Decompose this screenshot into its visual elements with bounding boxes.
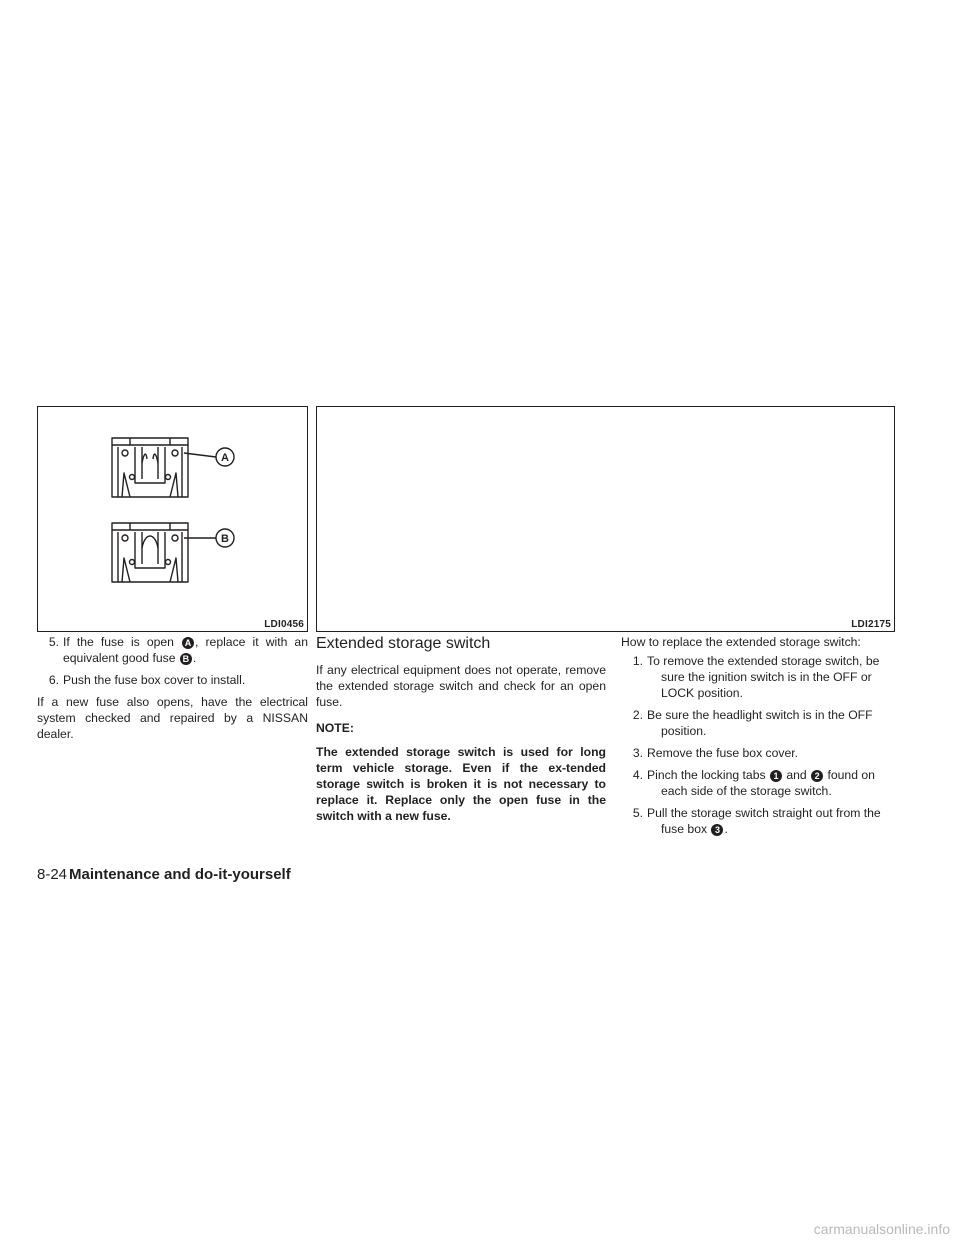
blown-fuse-drawing [112,438,188,497]
step-number: 6. [48,673,59,687]
step-text: . [724,822,728,836]
page-number: 8-24 [37,866,68,883]
step-text: Remove the fuse box cover. [647,746,799,760]
step-text: found on each side of the storage switch. [661,768,875,798]
step-text: . [192,651,197,665]
marker-a-icon: A [182,637,194,649]
middle-column [316,634,606,824]
marker-1-icon: 1 [770,770,782,782]
step-number: 2. [632,708,643,722]
step-2 [621,707,895,739]
step-text: If the fuse is open [63,635,174,649]
step-text: Pinch the locking tabs [647,768,766,782]
step-number: 3. [632,746,643,760]
callout-a: A [221,452,229,464]
note-label: NOTE: [316,721,354,735]
note-text: The extended storage switch is used for long term vehicle storage. Even if the ex-tended storage switch is broken it is not necessary to replace it. Replace only the open fuse in the switch with a new fuse. [316,745,606,823]
figure-code: LDI0456 [264,619,304,630]
body-paragraph: If a new fuse also opens, have the electrical system checked and repaired by a NISSAN dealer. [37,695,308,741]
storage-switch-figure [316,406,895,632]
step-5 [621,805,895,837]
step-number: 5. [632,806,643,820]
marker-2-icon: 2 [811,770,823,782]
step-text: Be sure the headlight switch is in the OFF position. [647,708,873,738]
step-number: 1. [632,654,643,668]
good-fuse-drawing [112,523,188,582]
step-text: To remove the extended storage switch, be sure the ignition switch is in the OFF or LOCK position. [647,654,880,700]
step-text: Push the fuse box cover to install. [63,673,246,687]
callout-b: B [221,533,229,545]
section-heading: Extended storage switch [316,635,491,652]
right-column [621,634,895,843]
step-1 [621,653,895,701]
step-4 [621,767,895,799]
step-text: , replace it with an equivalent good fuse [63,635,308,665]
step-3 [621,745,895,761]
step-text: Pull the storage switch straight out from the fuse box [647,806,881,836]
chapter-title: Maintenance and do-it-yourself [69,866,291,883]
body-paragraph: If any electrical equipment does not operate, remove the extended storage switch and check for an open fuse. [316,663,606,709]
marker-b-icon: B [180,653,192,665]
procedure-intro: How to replace the extended storage switch: [621,635,861,649]
step-6 [37,672,308,688]
step-number: 4. [632,768,643,782]
page-footer [37,866,291,883]
watermark: carmanualsonline.info [813,1221,950,1237]
marker-3-icon: 3 [711,824,723,836]
step-text: and [786,768,807,782]
fuse-illustration [38,407,309,633]
step-number: 5. [48,635,59,649]
fuse-figure [37,406,308,632]
step-5 [37,634,308,666]
left-column [37,634,308,750]
figure-code: LDI2175 [851,619,891,630]
